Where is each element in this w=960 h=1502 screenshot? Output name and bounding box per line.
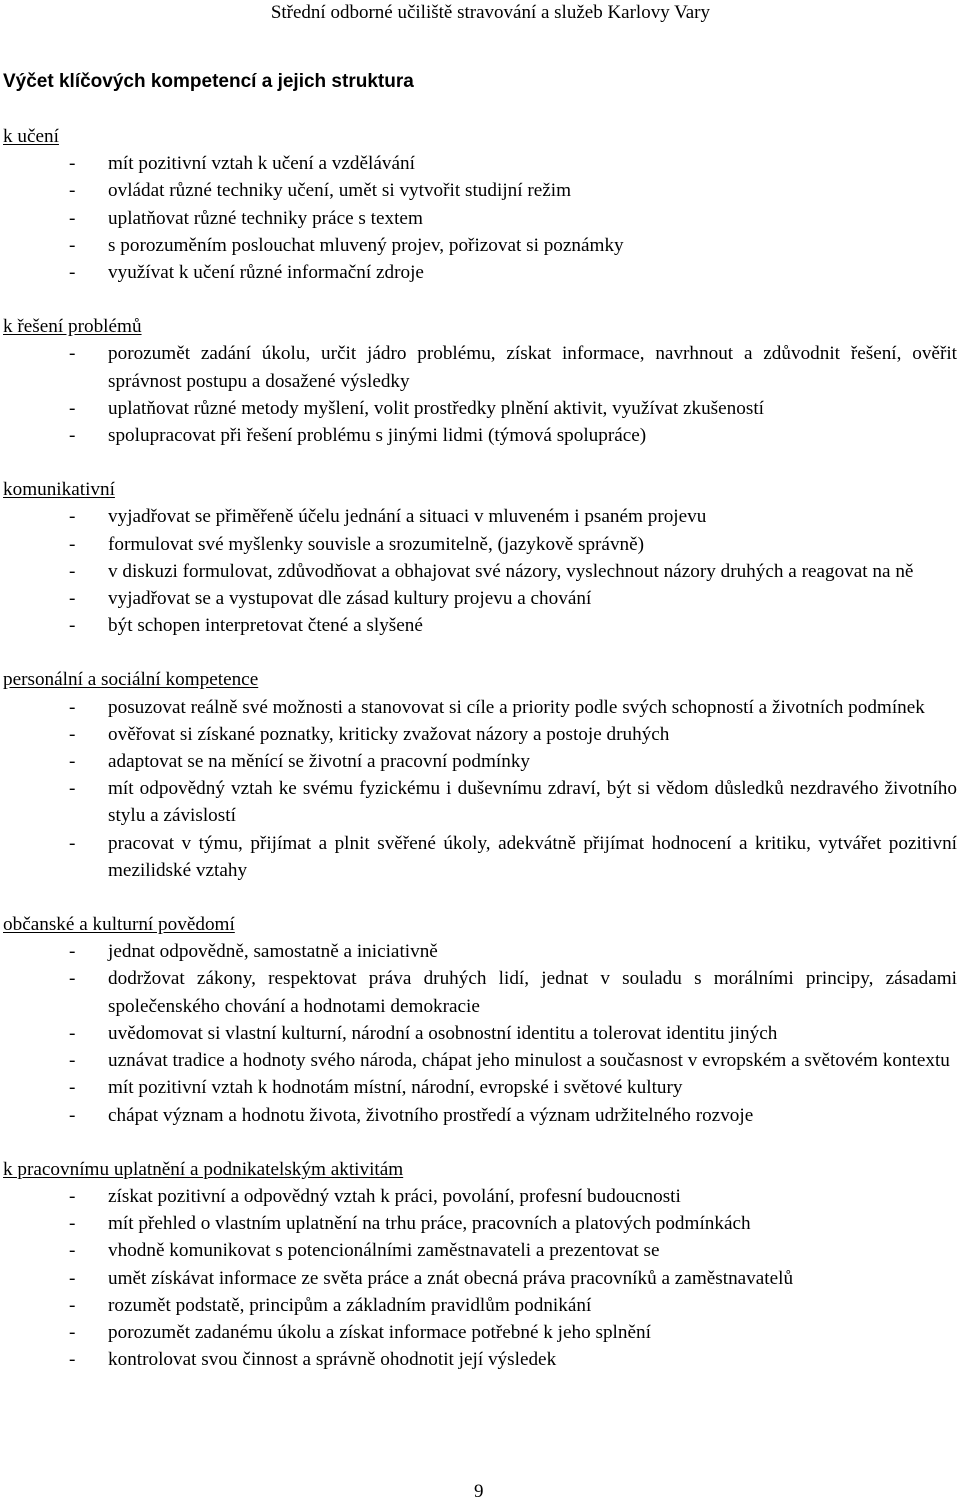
bullet-dash: - — [69, 1104, 76, 1126]
list-item-text: uznávat tradice a hodnoty svého národa, chápat jeho minulost a současnost v evropském a světovém kontextu — [108, 1050, 950, 1072]
list-item-text: posuzovat reálně své možnosti a stanovovat si cíle a priority podle svých schopností a životních podmínek — [108, 696, 925, 718]
bullet-dash: - — [69, 615, 76, 637]
list-item-text: rozumět podstatě, principům a základním pravidlům podnikání — [108, 1294, 592, 1316]
list-item-text: uplatňovat různé metody myšlení, volit prostředky plnění aktivit, využívat zkušeností — [108, 397, 764, 419]
competence-list — [0, 938, 960, 1128]
list-item-text: spolupracovat při řešení problému s jinými lidmi (týmová spolupráce) — [108, 425, 647, 447]
list-item-text: s porozuměním poslouchat mluvený projev, pořizovat si poznámky — [108, 234, 624, 256]
bullet-dash: - — [69, 588, 76, 610]
list-item — [0, 340, 960, 394]
competence-list — [0, 503, 960, 639]
list-item — [0, 585, 960, 612]
bullet-dash: - — [69, 425, 76, 447]
list-item — [0, 748, 960, 775]
bullet-dash: - — [69, 723, 76, 745]
list-item-text: formulovat své myšlenky souvisle a srozumitelně, (jazykově správně) — [108, 533, 645, 555]
bullet-dash: - — [69, 1022, 76, 1044]
bullet-dash: - — [69, 506, 76, 528]
bullet-dash: - — [69, 153, 76, 175]
bullet-dash: - — [69, 778, 76, 800]
list-item — [0, 1102, 960, 1129]
list-item-text: porozumět zadání úkolu, určit jádro problému, získat informace, navrhnout a zdůvodnit řešení, ověřit správnost postupu a dosažené výsledky — [108, 343, 957, 392]
competence-list — [0, 1183, 960, 1373]
competence-section — [0, 123, 960, 286]
bullet-dash: - — [69, 1349, 76, 1371]
list-item-text: být schopen interpretovat čtené a slyšené — [108, 615, 423, 637]
list-item — [0, 1210, 960, 1237]
competence-section — [0, 476, 960, 639]
section-heading: personální a sociální kompetence — [3, 669, 259, 691]
section-heading: občanské a kulturní povědomí — [3, 914, 235, 936]
bullet-dash: - — [69, 1077, 76, 1099]
list-item-text: mít pozitivní vztah k učení a vzdělávání — [108, 153, 415, 175]
list-item-text: využívat k učení různé informační zdroje — [108, 262, 424, 284]
list-item-text: adaptovat se na měnící se životní a pracovní podmínky — [108, 751, 531, 773]
bullet-dash: - — [69, 533, 76, 555]
list-item-text: mít odpovědný vztah ke svému fyzickému i duševnímu zdraví, být si vědom důsledků nezdravého životního stylu a závislostí — [108, 778, 957, 827]
list-item — [0, 830, 960, 884]
bullet-dash: - — [69, 262, 76, 284]
bullet-dash: - — [69, 234, 76, 256]
list-item — [0, 150, 960, 177]
page-header: Střední odborné učiliště stravování a služeb Karlovy Vary — [270, 2, 710, 23]
bullet-dash: - — [69, 696, 76, 718]
list-item-text: jednat odpovědně, samostatně a iniciativně — [108, 941, 438, 963]
list-item-text: vyjadřovat se a vystupovat dle zásad kultury projevu a chování — [108, 588, 592, 610]
list-item-text: kontrolovat svou činnost a správně ohodnotit její výsledek — [108, 1349, 557, 1371]
competence-list — [0, 340, 960, 449]
list-item — [0, 558, 960, 585]
list-item-text: uplatňovat různé techniky práce s textem — [108, 207, 423, 229]
list-item-text: mít přehled o vlastním uplatnění na trhu práce, pracovních a platových podmínkách — [108, 1213, 751, 1235]
list-item — [0, 1237, 960, 1264]
list-item — [0, 395, 960, 422]
list-item — [0, 1074, 960, 1101]
list-item-text: chápat význam a hodnotu života, životního prostředí a význam udržitelného rozvoje — [108, 1104, 754, 1126]
list-item — [0, 205, 960, 232]
list-item — [0, 259, 960, 286]
list-item — [0, 1265, 960, 1292]
list-item — [0, 1292, 960, 1319]
list-item — [0, 721, 960, 748]
list-item — [0, 965, 960, 1019]
list-item-text: uvědomovat si vlastní kulturní, národní a osobnostní identitu a tolerovat identitu jiných — [108, 1022, 778, 1044]
list-item — [0, 1183, 960, 1210]
list-item-text: v diskuzi formulovat, zdůvodňovat a obhajovat své názory, vyslechnout názory druhých a reagovat na ně — [108, 560, 914, 582]
bullet-dash: - — [69, 207, 76, 229]
bullet-dash: - — [69, 1294, 76, 1316]
list-item-text: získat pozitivní a odpovědný vztah k práci, povolání, profesní budoucnosti — [108, 1185, 681, 1207]
list-item — [0, 1047, 960, 1074]
list-item-text: ověřovat si získané poznatky, kriticky zvažovat názory a postoje druhých — [108, 723, 670, 745]
list-item — [0, 775, 960, 829]
list-item — [0, 694, 960, 721]
bullet-dash: - — [69, 751, 76, 773]
list-item-text: pracovat v týmu, přijímat a plnit svěřené úkoly, adekvátně přijímat hodnocení a kritiku, vytvářet pozitivní mezilidské vztahy — [108, 832, 957, 881]
list-item — [0, 1319, 960, 1346]
list-item — [0, 232, 960, 259]
bullet-dash: - — [69, 397, 76, 419]
competence-section — [0, 911, 960, 1129]
list-item — [0, 938, 960, 965]
list-item — [0, 422, 960, 449]
bullet-dash: - — [69, 560, 76, 582]
bullet-dash: - — [69, 1050, 76, 1072]
list-item-text: vhodně komunikovat s potencionálními zaměstnavateli a prezentovat se — [108, 1240, 660, 1262]
competence-section — [0, 313, 960, 449]
list-item-text: ovládat různé techniky učení, umět si vytvořit studijní režim — [108, 180, 572, 202]
bullet-dash: - — [69, 180, 76, 202]
bullet-dash: - — [69, 1267, 76, 1289]
list-item-text: dodržovat zákony, respektovat práva druhých lidí, jednat v souladu s morálními principy, zásadami společenského chování a hodnotami demokracie — [108, 968, 957, 1017]
list-item — [0, 531, 960, 558]
bullet-dash: - — [69, 1213, 76, 1235]
list-item — [0, 1020, 960, 1047]
bullet-dash: - — [69, 941, 76, 963]
section-heading: k řešení problémů — [3, 316, 142, 338]
section-heading: k učení — [3, 126, 59, 147]
bullet-dash: - — [69, 832, 76, 854]
bullet-dash: - — [69, 1321, 76, 1343]
bullet-dash: - — [69, 968, 76, 990]
list-item-text: porozumět zadanému úkolu a získat informace potřebné k jeho splnění — [108, 1321, 651, 1343]
page-number: 9 — [474, 1481, 484, 1502]
section-heading: komunikativní — [3, 479, 115, 501]
list-item-text: mít pozitivní vztah k hodnotám místní, národní, evropské i světové kultury — [108, 1077, 683, 1099]
list-item — [0, 612, 960, 639]
section-heading: k pracovnímu uplatnění a podnikatelským aktivitám — [3, 1158, 404, 1180]
bullet-dash: - — [69, 1240, 76, 1262]
competence-sections — [0, 123, 960, 1400]
document-title: Výčet klíčových kompetencí a jejich struktura — [3, 71, 414, 92]
bullet-dash: - — [69, 1185, 76, 1207]
bullet-dash: - — [69, 343, 76, 365]
competence-section — [0, 1156, 960, 1374]
list-item — [0, 503, 960, 530]
list-item — [0, 177, 960, 204]
list-item-text: umět získávat informace ze světa práce a znát obecná práva pracovníků a zaměstnavatelů — [108, 1267, 794, 1289]
list-item — [0, 1346, 960, 1373]
competence-list — [0, 150, 960, 286]
list-item-text: vyjadřovat se přiměřeně účelu jednání a situaci v mluveném i psaném projevu — [108, 506, 707, 528]
competence-section — [0, 666, 960, 884]
competence-list — [0, 694, 960, 884]
